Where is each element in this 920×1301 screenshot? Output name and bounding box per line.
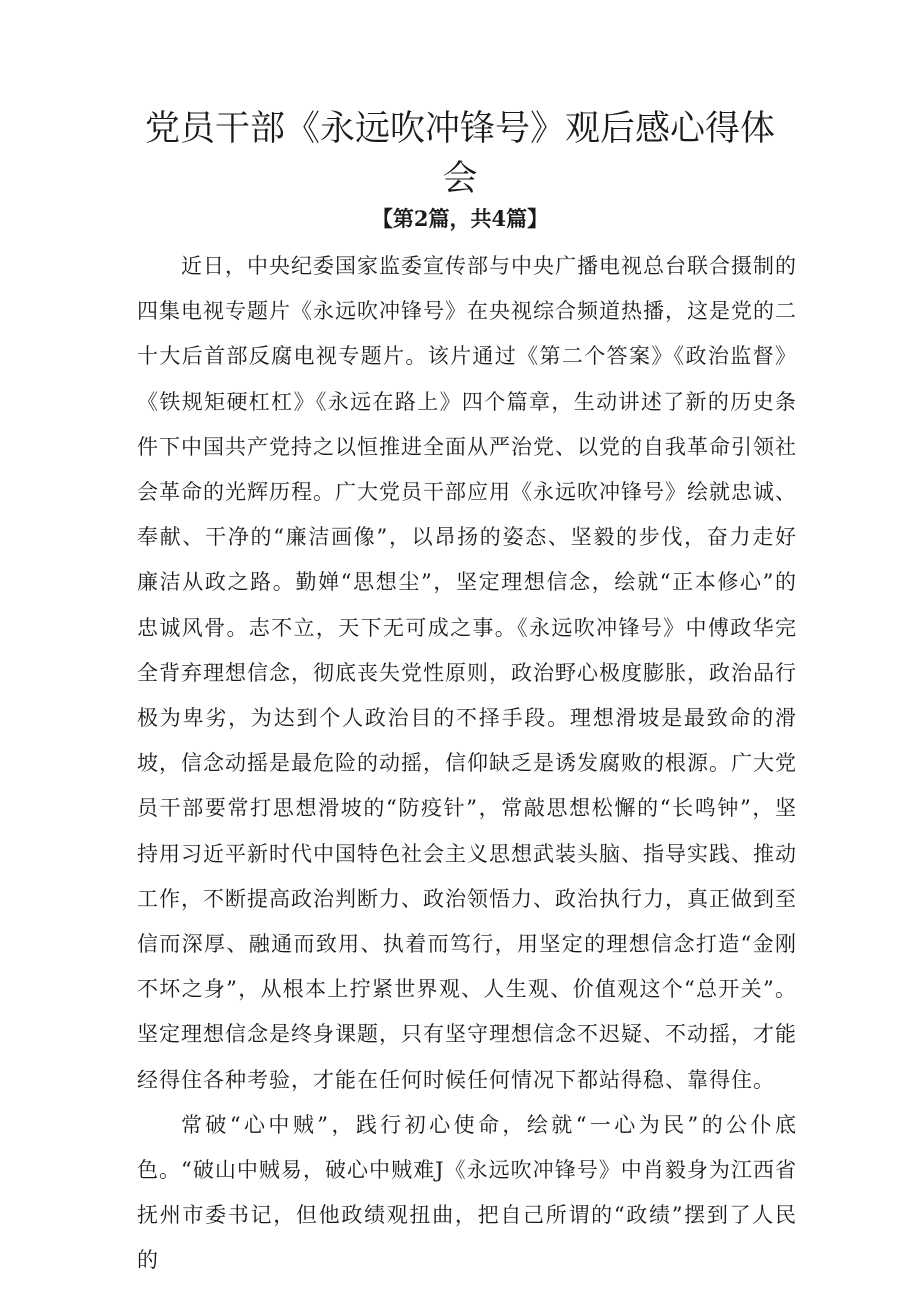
- paragraph: 近日，中央纪委国家监委宣传部与中央广播电视总台联合摄制的四集电视专题片《永远吹冲锋号》在央视综合频道热播，这是党的二十大后首部反腐电视专题片。该片通过《第二个答案》《政治监督》《铁规矩硬杠杠》《永远在路上》四个篇章，生动讲述了新的历史条件下中国共产党持之以恒推进全面从严治党、以党的自我革命引领社会革命的光辉历程。广大党员干部应用《永远吹冲锋号》绘就忠诚、奉献、干净的“廉洁画像”，以昂扬的姿态、坚毅的步伐，奋力走好廉洁从政之路。勤婵“思想尘”，坚定理想信念，绘就“正本修心”的忠诚风骨。志不立，天下无可成之事。《永远吹冲锋号》中傅政华完全背弃理想信念，彻底丧失党性原则，政治野心极度膨胀，政治品行极为卑劣，为达到个人政治目的不择手段。理想滑坡是最致命的滑坡，信念动摇是最危险的动摇，信仰缺乏是诱发腐败的根源。广大党员干部要常打思想滑坡的“防疫针”，常敲思想松懈的“长鸣钟”，坚持用习近平新时代中国特色社会主义思想武装头脑、指导实践、推动工作，不断提高政治判断力、政治领悟力、政治执行力，真正做到至信而深厚、融通而致用、执着而笃行，用坚定的理想信念打造“金刚不坏之身”，从根本上拧紧世界观、人生观、价值观这个“总开关”。坚定理想信念是终身课题，只有坚守理想信念不迟疑、不动摇，才能经得住各种考验，才能在任何时候任何情况下都站得稳、靠得住。: [137, 254, 797, 1092]
- document-title: 党员干部《永远吹冲锋号》观后感心得体会: [144, 109, 775, 199]
- paragraph: 常破“心中贼”，践行初心使命，绘就“一心为民”的公仆底色。“破山中贼易，破心中贼难J《永远吹冲锋号》中肖毅身为江西省抚州市委书记，但他政绩观扭曲，把自己所谓的“政绩”摆到了人民的: [137, 1112, 797, 1273]
- document-body: [137, 244, 797, 1284]
- document-subtitle: 【第2篇，共4篇】: [371, 206, 549, 231]
